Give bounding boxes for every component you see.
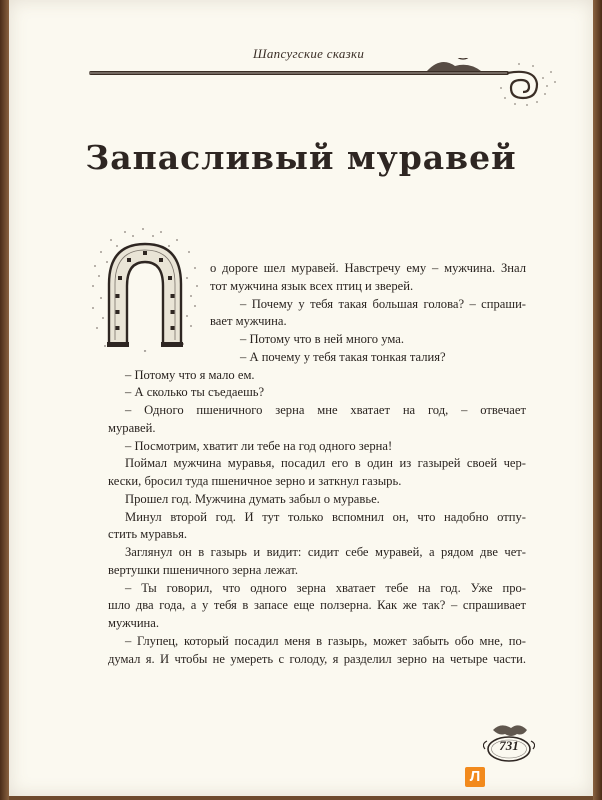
- story-text: [108, 260, 526, 668]
- sun-mountain-icon: [427, 58, 481, 71]
- text-line: вает мужчина.: [210, 314, 287, 329]
- book-page: [9, 0, 593, 796]
- spiral-ornament-icon: [507, 72, 537, 98]
- text-line: Прошел год. Мужчина думать забыл о муравье.: [125, 491, 380, 506]
- text-line: муравей.: [108, 420, 156, 435]
- text-line: шло два года, а у тебя в запасе еще ползерна. Как же так? – спрашивает: [108, 598, 526, 613]
- text-line: вертушки пшеничного зерна лежат.: [108, 562, 298, 577]
- text-line: кески, бросил туда пшеничное зерно и заткнул газырь.: [108, 474, 402, 488]
- text-line: – Потому что я мало ем.: [125, 367, 255, 382]
- ornamental-staff-rule: [89, 58, 561, 108]
- text-line: стить муравья.: [108, 527, 188, 542]
- text-line: – Потому что в ней много ума.: [240, 332, 404, 346]
- chapter-title: Запасливый муравей: [85, 138, 517, 177]
- text-line: – Глупец, который посадил меня в газырь, может забыть обо мне, по-: [125, 633, 526, 648]
- text-line: Минул второй год. И тут только вспомнил он, что надобно отпу-: [125, 509, 526, 524]
- text-line: – Посмотрим, хватит ли тебе на год одного зерна!: [125, 438, 393, 453]
- running-header-title: Шапсугские сказки: [253, 46, 365, 61]
- text-line: думал я. И чтобы не умереть с голоду, я разделил зерно на четыре части.: [108, 651, 526, 666]
- book-cover-edge-right: [593, 0, 602, 800]
- svg-text:П: П: [143, 349, 147, 353]
- text-line: о дороге шел муравей. Навстречу ему – мужчина. Знал: [210, 261, 526, 275]
- text-line: – Одного пшеничного зерна мне хватает на год, – отвечает: [125, 403, 526, 417]
- page-number: 731: [499, 738, 519, 753]
- book-cover-edge-left: [0, 0, 9, 800]
- text-line: мужчина.: [108, 616, 160, 630]
- text-line: Заглянул он в газырь и видит: сидит себе муравей, а рядом две чет-: [125, 545, 526, 559]
- text-line: Поймал мужчина муравья, посадил его в один из газырей своей чер-: [125, 456, 526, 471]
- text-line: – Почему у тебя такая большая голова? – спраши-: [240, 296, 526, 311]
- seller-logo-icon: Л: [465, 767, 485, 787]
- text-line: – Ты говорил, что одного зерна хватает тебе на год. Уже про-: [125, 580, 526, 595]
- text-line: тот мужчина язык всех птиц и зверей.: [210, 278, 414, 293]
- text-line: – А сколько ты съедаешь?: [125, 385, 265, 400]
- text-line: – А почему у тебя такая тонкая талия?: [240, 349, 446, 364]
